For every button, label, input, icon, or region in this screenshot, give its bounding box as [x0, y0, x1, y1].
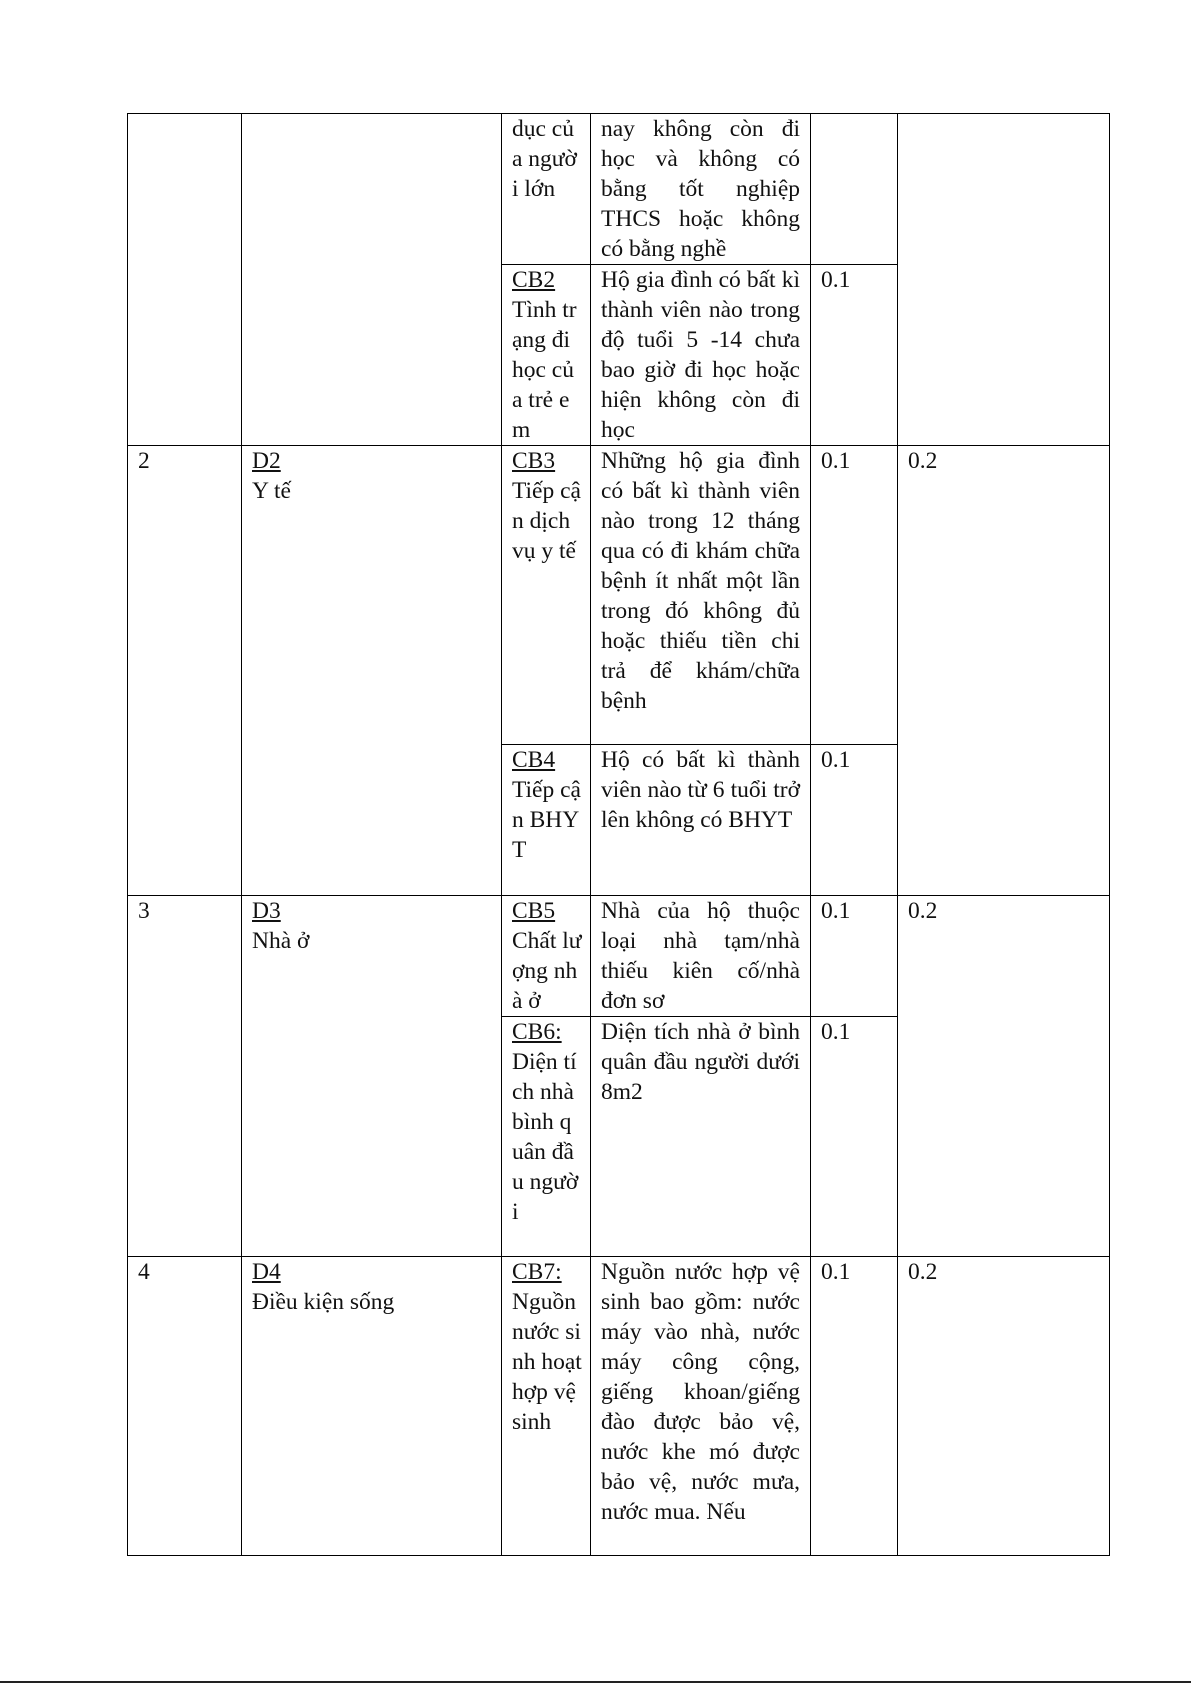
criterion-weight: 0.1 — [811, 896, 898, 1017]
page-bottom-rule — [0, 1681, 1191, 1683]
dimension-cell — [242, 114, 502, 446]
criterion-code: CB2 — [512, 267, 556, 293]
table-row — [128, 1257, 1110, 1556]
dimension-code: D3 — [252, 898, 281, 924]
criterion-weight: 0.1 — [811, 1017, 898, 1257]
criterion-name: Tiếp cận BHYT — [512, 777, 581, 863]
criterion-description: nay không còn đi học và không có bằng tốt nghiệp THCS hoặc không có bằng nghề — [591, 114, 811, 265]
table-row — [128, 896, 1110, 1017]
criterion-cell — [502, 114, 591, 265]
criterion-description: Nhà của hộ thuộc loại nhà tạm/nhà thiếu kiên cố/nhà đơn sơ — [591, 896, 811, 1017]
table-row — [128, 114, 1110, 265]
criterion-description: Diện tích nhà ở bình quân đầu người dưới 8m2 — [591, 1017, 811, 1257]
criterion-code: CB7: — [512, 1259, 562, 1285]
criterion-description: Hộ có bất kì thành viên nào từ 6 tuổi trở lên không có BHYT — [591, 745, 811, 896]
criterion-description: Nguồn nước hợp vệ sinh bao gồm: nước máy vào nhà, nước máy công cộng, giếng khoan/giếng đào được bảo vệ, nước khe mó được bảo vệ, nước mưa, nước mua. Nếu — [591, 1257, 811, 1556]
criterion-code: CB6: — [512, 1019, 562, 1045]
dimension-weight: 0.2 — [898, 1257, 1110, 1556]
criterion-description: Những hộ gia đình có bất kì thành viên nào trong 12 tháng qua có đi khám chữa bệnh ít nhất một lần trong đó không đủ hoặc thiếu tiền chi trả để khám/chữa bệnh — [591, 446, 811, 745]
criterion-cell — [502, 896, 591, 1017]
dimension-cell — [242, 1257, 502, 1556]
criterion-code: CB5 — [512, 898, 556, 924]
criterion-cell — [502, 265, 591, 446]
poverty-criteria-table — [127, 113, 1110, 1556]
dimension-cell — [242, 446, 502, 896]
row-number-cell: 3 — [128, 896, 242, 1257]
dimension-name: Y tế — [252, 478, 291, 504]
dimension-weight: 0.2 — [898, 896, 1110, 1257]
row-number-cell — [128, 114, 242, 446]
dimension-weight: 0.2 — [898, 446, 1110, 896]
dimension-code: D2 — [252, 448, 281, 474]
dimension-name: Điều kiện sống — [252, 1289, 395, 1315]
criterion-name: dục của người lớn — [512, 116, 577, 202]
criterion-code: CB3 — [512, 448, 556, 474]
criterion-name: Nguồn nước sinh hoạt hợp vệ sinh — [512, 1289, 582, 1435]
criterion-weight: 0.1 — [811, 745, 898, 896]
dimension-weight — [898, 114, 1110, 446]
criterion-cell — [502, 745, 591, 896]
criterion-cell — [502, 1257, 591, 1556]
criterion-name: Tình trạng đi học của trẻ em — [512, 297, 577, 443]
row-number-cell: 2 — [128, 446, 242, 896]
criterion-description: Hộ gia đình có bất kì thành viên nào trong độ tuổi 5 -14 chưa bao giờ đi học hoặc hiện không còn đi học — [591, 265, 811, 446]
criterion-name: Diện tích nhà bình quân đầu người — [512, 1049, 579, 1225]
criterion-code: CB4 — [512, 747, 556, 773]
dimension-code: D4 — [252, 1259, 281, 1285]
criterion-cell — [502, 1017, 591, 1257]
dimension-cell — [242, 896, 502, 1257]
dimension-name: Nhà ở — [252, 928, 310, 954]
criterion-cell — [502, 446, 591, 745]
criterion-name: Tiếp cận dịch vụ y tế — [512, 478, 581, 564]
row-number-cell: 4 — [128, 1257, 242, 1556]
table-row — [128, 446, 1110, 745]
criterion-weight: 0.1 — [811, 265, 898, 446]
criterion-weight: 0.1 — [811, 1257, 898, 1556]
criterion-weight: 0.1 — [811, 446, 898, 745]
criterion-weight — [811, 114, 898, 265]
criterion-name: Chất lượng nhà ở — [512, 928, 582, 1014]
